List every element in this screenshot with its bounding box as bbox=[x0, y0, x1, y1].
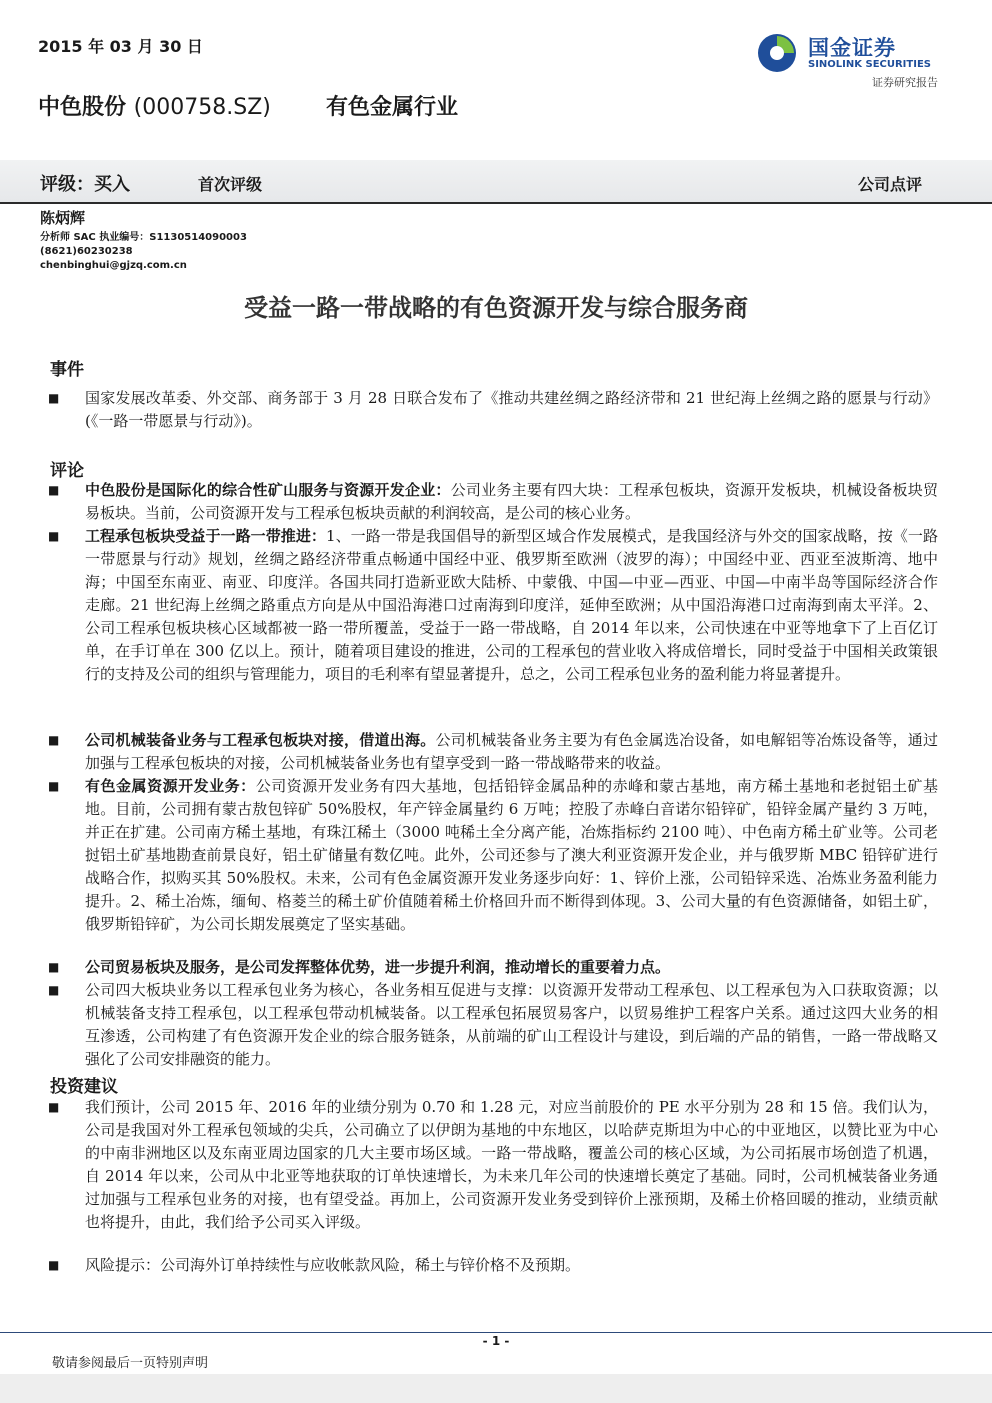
analyst-phone: (8621)60230238 bbox=[40, 246, 133, 257]
report-title: 受益一路一带战略的有色资源开发与综合服务商 bbox=[244, 293, 748, 322]
logo-subtitle: 证券研究报告 bbox=[872, 76, 938, 89]
bullet-icon: ■ bbox=[48, 391, 60, 405]
logo-chinese-name: 国金证券 bbox=[808, 36, 896, 60]
section-heading-comment: 评论 bbox=[50, 461, 84, 481]
rating-bar bbox=[0, 160, 992, 204]
item-bold-lead: 有色金属资源开发业务： bbox=[85, 777, 256, 795]
document-type: 公司点评 bbox=[858, 175, 923, 194]
bullet-icon: ■ bbox=[48, 960, 60, 974]
section-heading-event: 事件 bbox=[50, 360, 84, 380]
disclaimer-note: 敬请参阅最后一页特别声明 bbox=[52, 1356, 209, 1371]
item-bold-lead: 中色股份是国际化的综合性矿山服务与资源开发企业： bbox=[85, 481, 451, 499]
bullet-icon: ■ bbox=[48, 779, 60, 793]
bullet-icon: ■ bbox=[48, 733, 60, 747]
item-text: 国家发展改革委、外交部、商务部于 3 月 28 日联合发布了《推动共建丝绸之路经济带和 21 世纪海上丝绸之路的愿景与行动》(《一路一带愿景与行动》)。 bbox=[85, 389, 938, 430]
footer-bar bbox=[0, 1374, 992, 1403]
item-text: 公司业务主要有四大块：工程承包板块，资源开发板块，机械设备板块贸易板块。当前，公司资源开发与工程承包板块贡献的利润较高，是公司的核心业务。 bbox=[85, 481, 938, 522]
company-name: 中色股份 bbox=[38, 94, 134, 120]
item-bold-lead: 工程承包板块受益于一路一带推进： bbox=[85, 527, 326, 545]
analyst-name: 陈炳辉 bbox=[40, 209, 86, 227]
list-item bbox=[48, 1096, 938, 1234]
item-text: 我们预计，公司 2015 年、2016 年的业绩分别为 0.70 和 1.28 元，对应当前股价的 PE 水平分别为 28 和 15 倍。我们认为，公司是我国对外工程承包领域的尖兵，公司确立了以伊朗为基地的中东地区，以哈萨克斯坦为中心的中亚地区，以赞比亚为中心的中南非洲地区以及东南亚周边国家的几大主要市场区域。一路一带战略，覆盖公司的核心区域，为公司拓展市场创造了机遇，自 2014 年以来，公司从中北亚等地获取的订单快速增长，为未来几年公司的快速增长奠定了基础。同时，公司机械装备业务通过加强与工程承包业务的对接，也有望受益。再加上，公司资源开发业务受到锌价上涨预期，及稀土价格回暖的推动，业绩贡献也将提升，由此，我们给予公司买入评级。 bbox=[85, 1098, 938, 1231]
list-item bbox=[48, 1254, 938, 1277]
item-text: 1、一路一带是我国倡导的新型区域合作发展模式，是我国经济与外交的国家战略，按《一路一带愿景与行动》规划，丝绸之路经济带重点畅通中国经中亚、俄罗斯至欧洲（波罗的海）；中国经中亚、西亚至波斯湾、地中海；中国至东南亚、南亚、印度洋。各国共同打造新亚欧大陆桥、中蒙俄、中国—中亚—西亚、中国—中南半岛等国际经济合作走廊。21 世纪海上丝绸之路重点方向是从中国沿海港口过南海到印度洋，延伸至欧洲；从中国沿海港口过南海到南太平洋。2、公司工程承包板块核心区域都被一路一带所覆盖，受益于一路一带战略，自 2014 年以来，公司快速在中亚等地拿下了上百亿订单，在手订单在 300 亿以上。预计，随着项目建设的推进，公司的工程承包的营业收入将成倍增长，同时受益于中国相关政策银行的支持及公司的组织与管理能力，项目的毛利率有望显著提升，总之，公司工程承包业务的盈利能力将显著提升。 bbox=[85, 527, 938, 683]
analyst-license: 分析师 SAC 执业编号：S1130514090003 bbox=[40, 232, 247, 243]
sinolink-logo-icon bbox=[756, 32, 798, 74]
section-heading-advice: 投资建议 bbox=[50, 1077, 118, 1097]
list-item bbox=[48, 387, 938, 433]
industry-name: 有色金属行业 bbox=[326, 94, 459, 120]
bullet-icon: ■ bbox=[48, 983, 60, 997]
list-item bbox=[48, 729, 938, 775]
item-bold-lead: 公司机械装备业务与工程承包板块对接，借道出海。 bbox=[85, 731, 436, 749]
item-text: 公司四大板块业务以工程承包业务为核心，各业务相互促进与支撑：以资源开发带动工程承包、以工程承包为入口获取资源；以机械装备支持工程承包，以工程承包带动机械装备。以工程承包拓展贸易客户，以贸易维护工程客户关系。通过这四大业务的相互渗透，公司构建了有色资源开发企业的综合服务链条，从前端的矿山工程设计与建设，到后端的产品的销售，一路一带战略又强化了公司安排融资的能力。 bbox=[85, 981, 938, 1068]
bullet-icon: ■ bbox=[48, 1100, 60, 1114]
bullet-icon: ■ bbox=[48, 529, 60, 543]
page-number: - 1 - bbox=[482, 1334, 510, 1348]
analyst-email: chenbinghui@gjzq.com.cn bbox=[40, 260, 187, 271]
stock-code: (000758.SZ) bbox=[133, 95, 271, 120]
list-item bbox=[48, 956, 938, 979]
logo-english-name: SINOLINK SECURITIES bbox=[808, 59, 931, 70]
bullet-icon: ■ bbox=[48, 1258, 60, 1272]
rating-label: 评级：买入 bbox=[40, 174, 130, 195]
item-text: 公司机械装备业务主要为有色金属选冶设备，如电解铝等冶炼设备等，通过加强与工程承包板块的对接，公司机械装备业务也有望享受到一路一带战略带来的收益。 bbox=[85, 731, 938, 772]
item-text: 公司资源开发业务有四大基地，包括铅锌金属品种的赤峰和蒙古基地，南方稀土基地和老挝铝土矿基地。目前，公司拥有蒙古敖包锌矿 50%股权，年产锌金属量约 6 万吨；控股了赤峰白音诺尔铅锌矿，铅锌金属产量约 3 万吨，并正在扩建。公司南方稀土基地，有珠江稀土（3000 吨稀土全分离产能，冶炼指标约 2100 吨）、中色南方稀土矿业等。公司老挝铝土矿基地勘查前景良好，铝土矿储量有数亿吨。此外，公司还参与了澳大利亚资源开发企业，并与俄罗斯 MBC 铅锌矿进行战略合作，拟购买其 50%股权。未来，公司有色金属资源开发业务逐步向好：1、锌价上涨，公司铅锌采选、冶炼业务盈利能力提升。2、稀土冶炼，缅甸、格菱兰的稀土矿价值随着稀土价格回升而不断得到体现。3、公司大量的有色资源储备，如铝土矿，俄罗斯铅锌矿，为公司长期发展奠定了坚实基础。 bbox=[85, 777, 938, 933]
list-item bbox=[48, 479, 938, 525]
list-item bbox=[48, 775, 938, 936]
item-text: 风险提示：公司海外订单持续性与应收帐款风险，稀土与锌价格不及预期。 bbox=[85, 1256, 581, 1274]
list-item bbox=[48, 979, 938, 1071]
first-rating-label: 首次评级 bbox=[198, 175, 263, 194]
company-logo bbox=[752, 26, 952, 90]
item-bold-lead: 公司贸易板块及服务，是公司发挥整体优势，进一步提升利润，推动增长的重要着力点。 bbox=[85, 958, 671, 976]
list-item bbox=[48, 525, 938, 686]
report-date: 2015 年 03 月 30 日 bbox=[38, 37, 203, 56]
company-title bbox=[38, 90, 271, 121]
footer-divider bbox=[0, 1332, 992, 1333]
bullet-icon: ■ bbox=[48, 483, 60, 497]
